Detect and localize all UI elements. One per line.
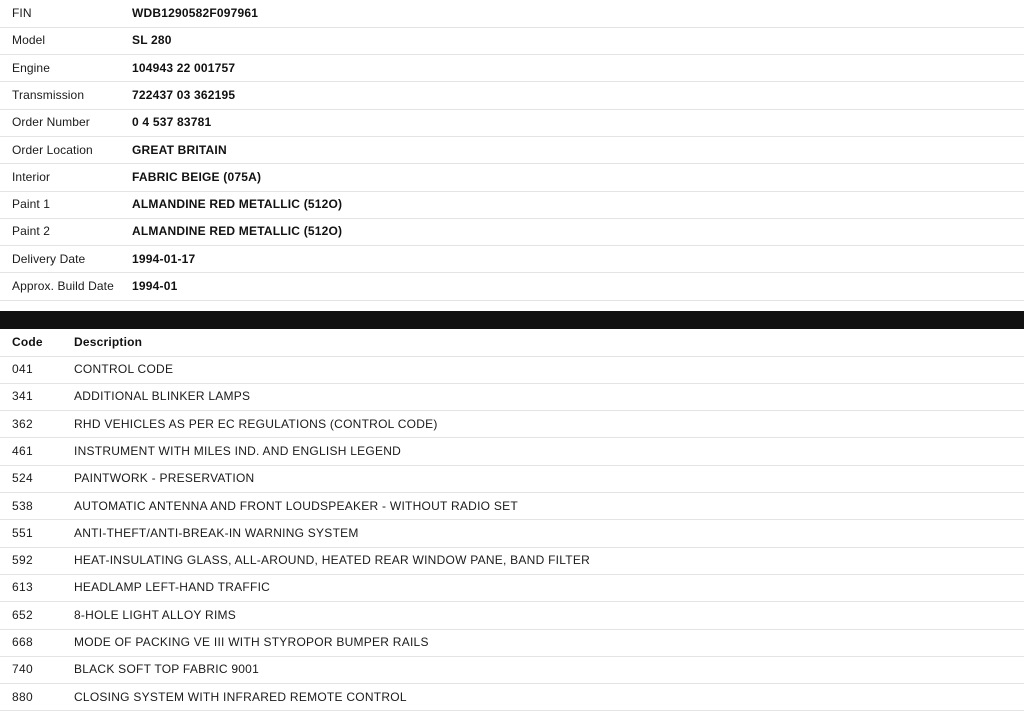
option-description: AUTOMATIC ANTENNA AND FRONT LOUDSPEAKER - WITHOUT RADIO SET: [74, 493, 1024, 520]
table-row: [0, 438, 1024, 465]
table-row: [0, 684, 1024, 711]
option-description: CLOSING SYSTEM WITH INFRARED REMOTE CONTROL: [74, 684, 1024, 711]
option-code: 341: [0, 383, 74, 410]
option-description: CONTROL CODE: [74, 356, 1024, 383]
table-row: [0, 629, 1024, 656]
option-description: 8-HOLE LIGHT ALLOY RIMS: [74, 602, 1024, 629]
option-code: 668: [0, 629, 74, 656]
table-row: [0, 164, 1024, 191]
vehicle-info-body: [0, 0, 1024, 300]
option-description: INSTRUMENT WITH MILES IND. AND ENGLISH LEGEND: [74, 438, 1024, 465]
info-label: Engine: [0, 55, 132, 82]
option-description: BLACK SOFT TOP FABRIC 9001: [74, 656, 1024, 683]
info-value: 0 4 537 83781: [132, 109, 1024, 136]
option-code: 652: [0, 602, 74, 629]
info-value: 104943 22 001757: [132, 55, 1024, 82]
table-row: [0, 273, 1024, 300]
section-divider: [0, 311, 1024, 329]
info-value: 722437 03 362195: [132, 82, 1024, 109]
option-code: 461: [0, 438, 74, 465]
info-value: WDB1290582F097961: [132, 0, 1024, 27]
table-row: [0, 27, 1024, 54]
option-description: HEAT-INSULATING GLASS, ALL-AROUND, HEATED REAR WINDOW PANE, BAND FILTER: [74, 547, 1024, 574]
option-code: 041: [0, 356, 74, 383]
table-row: [0, 547, 1024, 574]
info-label: FIN: [0, 0, 132, 27]
option-code: 524: [0, 465, 74, 492]
info-value: 1994-01-17: [132, 246, 1024, 273]
option-description: ADDITIONAL BLINKER LAMPS: [74, 383, 1024, 410]
option-code: 538: [0, 493, 74, 520]
table-row: [0, 493, 1024, 520]
table-row: [0, 55, 1024, 82]
table-row: [0, 383, 1024, 410]
info-value: ALMANDINE RED METALLIC (512O): [132, 218, 1024, 245]
option-code: 613: [0, 574, 74, 601]
info-label: Delivery Date: [0, 246, 132, 273]
info-label: Order Location: [0, 136, 132, 163]
option-code: 551: [0, 520, 74, 547]
info-label: Approx. Build Date: [0, 273, 132, 300]
table-row: [0, 109, 1024, 136]
column-header-description: Description: [74, 329, 1024, 356]
option-code: 740: [0, 656, 74, 683]
option-code: 362: [0, 411, 74, 438]
info-value: 1994-01: [132, 273, 1024, 300]
info-label: Paint 1: [0, 191, 132, 218]
column-header-code: Code: [0, 329, 74, 356]
option-description: MODE OF PACKING VE III WITH STYROPOR BUMPER RAILS: [74, 629, 1024, 656]
info-value: SL 280: [132, 27, 1024, 54]
option-description: HEADLAMP LEFT-HAND TRAFFIC: [74, 574, 1024, 601]
info-label: Order Number: [0, 109, 132, 136]
option-description: PAINTWORK - PRESERVATION: [74, 465, 1024, 492]
table-row: [0, 465, 1024, 492]
table-row: [0, 520, 1024, 547]
info-label: Model: [0, 27, 132, 54]
option-codes-body: [0, 356, 1024, 711]
info-value: FABRIC BEIGE (075A): [132, 164, 1024, 191]
info-label: Interior: [0, 164, 132, 191]
table-row: [0, 411, 1024, 438]
table-row: [0, 82, 1024, 109]
vehicle-info-table: [0, 0, 1024, 301]
info-value: GREAT BRITAIN: [132, 136, 1024, 163]
option-codes-header: [0, 329, 1024, 356]
table-row: [0, 574, 1024, 601]
table-header-row: [0, 329, 1024, 356]
table-row: [0, 218, 1024, 245]
option-code: 592: [0, 547, 74, 574]
option-description: ANTI-THEFT/ANTI-BREAK-IN WARNING SYSTEM: [74, 520, 1024, 547]
table-row: [0, 356, 1024, 383]
info-label: Paint 2: [0, 218, 132, 245]
option-description: RHD VEHICLES AS PER EC REGULATIONS (CONTROL CODE): [74, 411, 1024, 438]
table-row: [0, 602, 1024, 629]
table-row: [0, 246, 1024, 273]
table-row: [0, 0, 1024, 27]
option-code: 880: [0, 684, 74, 711]
table-row: [0, 656, 1024, 683]
info-value: ALMANDINE RED METALLIC (512O): [132, 191, 1024, 218]
info-label: Transmission: [0, 82, 132, 109]
option-codes-table: [0, 329, 1024, 711]
table-row: [0, 136, 1024, 163]
table-row: [0, 191, 1024, 218]
